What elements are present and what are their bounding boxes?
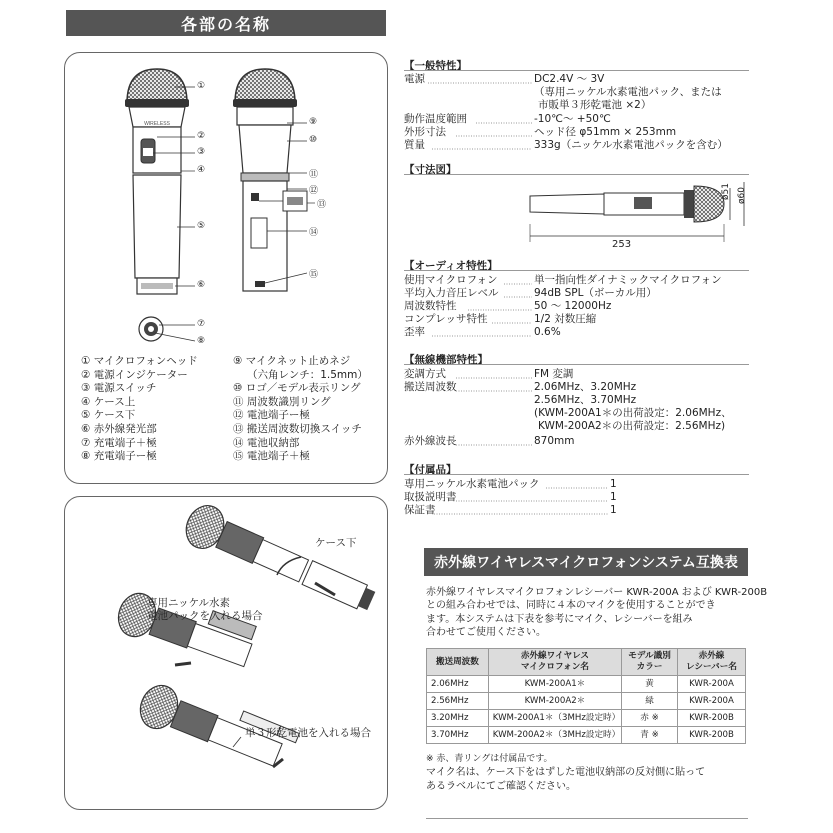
compat-table-header-row [427,649,746,676]
spec-value: FM 変調 [534,368,574,380]
accessory-name: 保証書 [404,504,436,516]
parts-list-item: ⑩ ロゴ／モデル表示リング [233,382,361,395]
table-cell: KWM-200A1＊（3MHz設定時） [488,710,621,727]
spec-key: 赤外線波長 [404,435,457,447]
spec-value: 2.06MHz、3.20MHz [534,381,637,393]
table-cell: KWR-200B [677,710,745,727]
table-cell: 3.20MHz [427,710,489,727]
spec-value: 94dB SPL（ボーカル用） [534,287,657,299]
compat-col-header: 赤外線 レシーバー名 [677,649,745,676]
spec-key: 周波数特性 [404,300,457,312]
battery-install-panel [64,496,388,810]
compat-note: マイク名は、ケース下をはずした電池収納部の反対側に貼って [426,767,706,778]
callout-4: ④ [197,165,206,175]
table-row [427,676,746,693]
divider [404,270,749,271]
divider [426,818,748,819]
accessories-title: 【付属品】 [404,464,457,476]
callout-10: ⑩ [309,135,318,145]
table-cell: 2.56MHz [427,693,489,710]
callout-1: ① [197,81,206,91]
spec-value: 2.56MHz、3.70MHz [534,394,637,406]
spec-key: 歪率 [404,326,425,338]
parts-list-item: ③ 電源スイッチ [81,382,157,395]
parts-list-item: ⑧ 充電端子ー極 [81,450,157,463]
general-title: 【一般特性】 [404,60,467,72]
table-row [427,727,746,744]
dimension-head-dia: ø51 [721,183,731,200]
compat-note: ※ 赤、青リングは付属品です。 [426,754,553,764]
parts-list-item: ⑤ ケース下 [81,409,136,422]
spec-key: 変調方式 [404,368,446,380]
accessory-qty: 1 [610,491,617,503]
table-cell: 赤 ※ [622,710,678,727]
table-cell: KWM-200A2＊ [488,693,621,710]
dimension-length: 253 [612,239,632,250]
accessory-qty: 1 [610,504,617,516]
spec-key: 電源 [404,73,425,85]
spec-value: 333g（ニッケル水素電池パックを含む） [534,139,728,151]
compat-col-header: モデル識別 カラー [622,649,678,676]
compat-intro-line: 赤外線ワイヤレスマイクロフォンレシーバー KWR-200A および KWR-200B [426,587,768,598]
spec-value: 市販単３形乾電池 ×2） [538,99,652,111]
callout-6: ⑥ [197,280,206,290]
spec-key: 使用マイクロフォン [404,274,498,286]
mic-bottom-view [139,317,163,341]
compat-section-header: 赤外線ワイヤレスマイクロフォンシステム互換表 [424,548,748,576]
callout-12: ⑫ [309,186,319,196]
compat-note: あるラベルにてご確認ください。 [426,781,576,792]
divider [404,474,749,475]
case-lower-label: ケース下 [315,537,357,549]
spec-key: 動作温度範囲 [404,113,467,125]
mic-parts-illustration [65,53,387,353]
spec-value: ヘッド径 φ51mm × 253mm [534,126,677,138]
mic-brand-text: WIRELESS [144,121,170,127]
spec-key: 平均入力音圧レベル [404,287,499,299]
divider [404,364,749,365]
table-cell: KWM-200A2＊（3MHz設定時） [488,727,621,744]
table-cell: 2.06MHz [427,676,489,693]
callout-15: ⑮ [309,270,319,280]
table-cell: KWR-200B [677,727,745,744]
compat-intro-line: ます。本システムは下表を参考にマイク、レシーバーを組み [426,613,693,625]
compat-table [426,648,746,744]
parts-list-item: ⑬ 搬送周波数切換スイッチ [233,422,362,435]
table-cell: 黄 [622,676,678,693]
spec-value: 0.6% [534,326,561,338]
parts-list-item: ⑮ 電池端子＋極 [233,450,310,463]
callout-5: ⑤ [197,221,206,231]
nimh-pack-label: 専用ニッケル水素 電池パックを入れる場合 [147,597,263,622]
callout-3: ③ [197,147,206,157]
parts-list-item: （六角レンチ：1.5mm） [247,368,368,381]
parts-list-item: ② 電源インジケーター [81,368,188,381]
spec-value: DC2.4V 〜 3V [534,73,605,85]
spec-key: 外形寸法 [404,126,446,138]
parts-list-item: ⑥ 赤外線発光部 [81,422,157,435]
aa-battery-label: 単３形乾電池を入れる場合 [245,727,371,739]
parts-section-header: 各部の名称 [66,10,386,36]
spec-key: 搬送周波数 [404,381,457,393]
table-cell: KWM-200A1＊ [488,676,621,693]
table-cell: 青 ※ [622,727,678,744]
parts-list-item: ⑨ マイクネット止めネジ [233,355,351,367]
spec-value: 1/2 対数圧縮 [534,313,597,325]
mic-rear-view [233,69,307,291]
compat-intro [426,586,767,640]
parts-list-item: ⑭ 電池収納部 [233,436,300,449]
spec-value: （専用ニッケル水素電池パック、または [534,86,722,98]
parts-list-item: ⑫ 電池端子ー極 [233,409,310,422]
spec-value: 50 〜 12000Hz [534,300,612,312]
callout-2: ② [197,131,206,141]
compat-intro-line: との組み合わせでは、同時に４本のマイクを使用することができ [426,600,716,612]
audio-title: 【オーディオ特性】 [404,260,498,272]
callout-9: ⑨ [309,117,318,127]
parts-diagram-panel [64,52,388,484]
accessory-qty: 1 [610,478,617,490]
divider [404,174,749,175]
parts-list-item: ⑦ 充電端子＋極 [81,436,157,449]
spec-value: 870mm [534,435,575,447]
divider [404,70,749,71]
spec-value: -10℃〜 +50℃ [534,113,611,125]
dimension-total-dia: ø60 [737,187,747,204]
callout-8: ⑧ [197,336,206,346]
callout-11: ⑪ [309,170,319,180]
compat-col-header: 搬送周波数 [427,649,489,676]
spec-value: KWM-200A2＊の出荷設定：2.56MHz) [538,420,726,432]
parts-list-item: ④ ケース上 [81,395,136,408]
table-row [427,693,746,710]
accessory-name: 専用ニッケル水素電池パック [404,478,540,490]
table-cell: 緑 [622,693,678,710]
callout-14: ⑭ [309,228,319,238]
compat-col-header: 赤外線ワイヤレス マイクロフォン名 [488,649,621,676]
table-cell: KWR-200A [677,693,745,710]
compat-notes [426,752,705,794]
table-cell: KWR-200A [677,676,745,693]
dimension-title: 【寸法図】 [404,164,457,176]
dotted-leaders [404,10,749,540]
parts-list-item: ⑪ 周波数識別リング [233,395,331,408]
parts-list-left [81,355,198,464]
callout-13: ⑬ [317,200,327,210]
compat-intro-line: 合わせてご使用ください。 [426,627,546,639]
parts-list-right [233,355,368,464]
callout-7: ⑦ [197,319,206,329]
table-cell: 3.70MHz [427,727,489,744]
accessory-name: 取扱説明書 [404,491,457,503]
spec-key: 質量 [404,139,425,151]
wireless-title: 【無線機部特性】 [404,354,488,366]
spec-value: 単一指向性ダイナミックマイクロフォン [534,274,722,286]
spec-key: コンプレッサ特性 [404,313,488,325]
spec-value: (KWM-200A1＊の出荷設定：2.06MHz、 [534,407,732,419]
parts-list-item: ① マイクロフォンヘッド [81,355,198,367]
mic-front-view [125,69,189,294]
table-row [427,710,746,727]
